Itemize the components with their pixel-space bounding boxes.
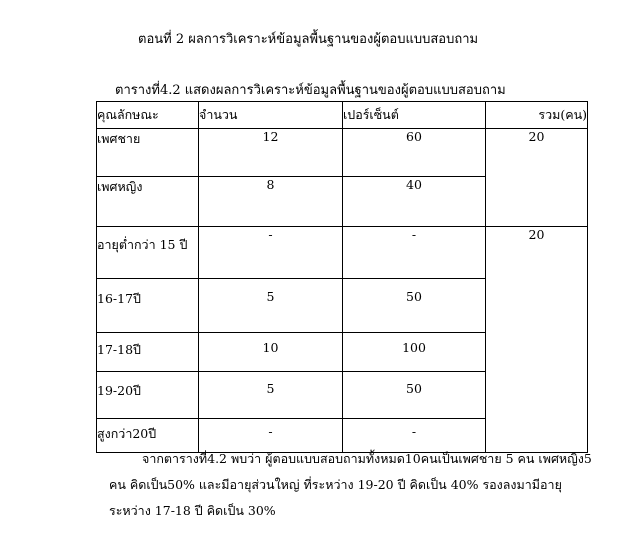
row-count: 12	[199, 129, 343, 177]
row-count: 8	[199, 177, 343, 227]
demographics-table	[96, 101, 588, 453]
table-caption: ตารางที่4.2 แสดงผลการวิเคราะห์ข้อมูลพื้นฐานของผู้ตอบแบบสอบถาม	[115, 83, 506, 98]
row-percent: 50	[343, 372, 486, 419]
summary-line: คน คิดเป็น50% และมีอายุส่วนใหญ่ ที่ระหว่าง 19-20 ปี คิดเป็น 40% รองลงมามีอายุ	[109, 477, 562, 492]
summary-paragraph	[96, 446, 592, 524]
row-label: เพศหญิง	[97, 177, 199, 227]
row-percent: -	[343, 419, 486, 453]
table-row	[97, 227, 588, 279]
row-label: สูงกว่า20ปี	[97, 419, 199, 453]
row-count: -	[199, 227, 343, 279]
row-count: -	[199, 419, 343, 453]
row-count: 5	[199, 372, 343, 419]
row-label: 19-20ปี	[97, 372, 199, 419]
header-percent: เปอร์เซ็นต์	[343, 102, 486, 129]
gender-total: 20	[486, 129, 588, 227]
header-count: จำนวน	[199, 102, 343, 129]
row-percent: 50	[343, 279, 486, 333]
row-label: เพศชาย	[97, 129, 199, 177]
summary-line: จากตารางที่4.2 พบว่า ผู้ตอบแบบสอบถามทั้งหมด10คนเป็นเพศชาย 5 คน เพศหญิง5	[142, 451, 592, 466]
row-label: อายุต่ำกว่า 15 ปี	[97, 227, 199, 279]
row-percent: 100	[343, 333, 486, 372]
row-percent: -	[343, 227, 486, 279]
table-header-row	[97, 102, 588, 129]
table-row	[97, 129, 588, 177]
header-total: รวม(คน)	[486, 102, 588, 129]
row-count: 5	[199, 279, 343, 333]
row-percent: 40	[343, 177, 486, 227]
row-percent: 60	[343, 129, 486, 177]
row-label: 16-17ปี	[97, 279, 199, 333]
row-count: 10	[199, 333, 343, 372]
header-characteristic: คุณลักษณะ	[97, 102, 199, 129]
age-total: 20	[486, 227, 588, 453]
summary-line: ระหว่าง 17-18 ปี คิดเป็น 30%	[109, 503, 276, 518]
row-label: 17-18ปี	[97, 333, 199, 372]
section-heading: ตอนที่ 2 ผลการวิเคราะห์ข้อมูลพื้นฐานของผู้ตอบแบบสอบถาม	[138, 32, 479, 47]
